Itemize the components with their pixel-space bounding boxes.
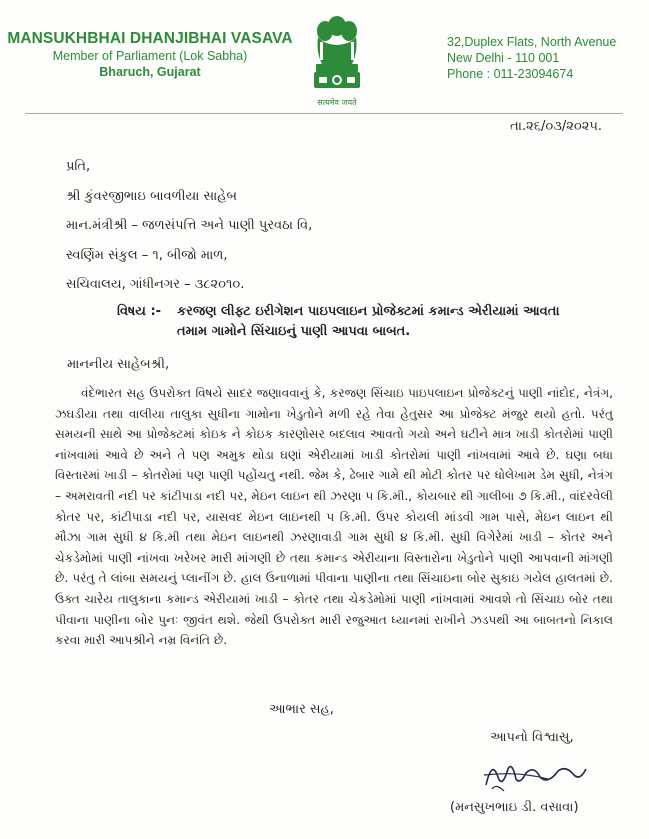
letter-body: વંદેભારત સહ ઉપરોક્ત વિષયે સાદર જણાવવાનું કે, કરજણ સિંચાઇ પાઇપલાઇન પ્રોજેક્ટનું પાણી નાંદોદ, નેત્રંગ, ઝઘડીયા તથા વાલીયા તાલુકા સુધીના ગામોના ખેડુતોને મળી રહે તેવા હેતુસર આ પ્રોજેક્ટ મંજુર થયો હતો. પરંતુ સમયની સાથે આ પ્રોજેક્ટમાં કોઇક ને કોઇક કારણોસર બદલાવ આવતો ગયો અને ઘટીને માત્ર ખાડી કોતરોમાં પાણી નાંખવામાં આવે છે અને તે પણ અમુક થોડા ઘણાં એરીયામાં ખાડી કોતરોમાં પાણી નાંખવામાં આવે છે. ઘણા બધા વિસ્તારમાં ખાડી – કોતરોમાં પણ પાણી પહોંચતુ નથી. જેમ કે, ઢેબાર ગામે થી મોટી કોતર પર ધોલેખામ ડેમ સુધી, નેત્રંગ – અમરાવતી નદી પર કાંટીપાડા નદી પર, મેઇન લાઇન થી ઝરણા ૫ કિ.મી., કોયબાર થી ગાલીબા ૭ કિ.મી., વાંદરવેલી કોતર પર, કાંટીપાડા નદી પર, યાસવદ મેઇન લાઇનથી ૫ કિ.મી. ઉપર કોયલી માંડવી ગામ પાસે, મેઇન લાઇન થી મૌઝા ગામ સુધી ૪ કિ.મી તથા મેઇન લાઇનથી ઝરણાવાડી ગામ સુધી ૪ કિ.મી. સુધી વિગેરેમાં ખાડી – કોતર અને ચેકડેમોમાં પાણી નાંખવા ખરેખર મારી માંગણી છે તથા કમાન્ડ એરીયાના વિસ્તારોના ખેડુતોને પાણી આપવાની માંગણી છે. પરંતુ તે લાંબા સમયનું પ્લાનીંગ છે. હાલ ઉનાળામાં પીવાના પાણીના તથા સિંચાઇના બોર સુકાઇ ગયેલ હાલતમાં છે. ઉક્ત ચારેય તાલુકાના કમાન્ડ એરીયામાં ખાડી – કોતર તથા ચેકડેમોમાં પાણી નાંખવામાં આવશે તો સિંચાઇ બોર તથા પીવાના પાણીના બોર પુનઃ જીવંત થશે. જેથી ઉપરોક્ત મારી રજુઆત ધ્યાનમાં રાખીને ઝડપથી આ બાબતનો નિકાલ કરવા મારી આપશ્રીને નમ્ર વિનંતિ છે. — [55, 386, 613, 648]
emblem-motto: सत्यमेव जयते — [317, 98, 357, 107]
recipient-name: શ્રી કુંવરજીભાઇ બાવળીયા સાહેબ — [66, 188, 237, 204]
mp-place: Bharuch, Gujarat — [99, 65, 201, 79]
address-line-2: New Delhi - 110 001 — [447, 51, 560, 65]
signer-name: (મનસુખભાઇ ડી. વસાવા) — [450, 800, 579, 815]
recipient-address-2: સચિવાલય, ગાંધીનગર – ૩૮૨૦૧૦. — [66, 277, 245, 292]
address-line-1: 32,Duplex Flats, North Avenue — [447, 35, 617, 49]
letterhead-right — [447, 34, 616, 82]
subject-label: વિષય :- — [117, 304, 162, 319]
letterhead-left — [0, 30, 300, 80]
salutation: માનનીય સાહેબશ્રી, — [67, 357, 170, 372]
recipient-title: માન.મંત્રીશ્રી – જળસંપત્તિ અને પાણી પુરવઠા વિ, — [66, 218, 313, 233]
phone-number: Phone : 011-23094674 — [447, 67, 574, 81]
closing: આભાર સહ, — [269, 702, 334, 717]
subject-line-1: કરજણ લીફ્ટ ઇરીગેશન પાઇપલાઇન પ્રોજેક્ટમાં કમાન્ડ એરીયામાં આવતા — [177, 304, 560, 319]
subject-block — [117, 302, 560, 342]
signature-icon — [478, 755, 590, 795]
yours-faithfully: આપનો વિશ્વાસુ, — [490, 730, 574, 745]
subject-line-2: તમામ ગામોને સિંચાઇનું પાણી આપવા બાબત. — [177, 324, 411, 339]
mp-designation: Member of Parliament (Lok Sabha) — [52, 49, 248, 63]
recipient-prati: પ્રતિ, — [66, 159, 91, 174]
recipient-address-1: સ્વર્ણિમ સંકુલ – ૧, બીજો માળ, — [66, 247, 228, 263]
letter-date: તા.૨૬/૦૩/૨૦૨૫. — [510, 119, 602, 134]
letterhead-divider — [25, 113, 623, 114]
national-emblem-icon — [306, 12, 368, 112]
mp-name: MANSUKHBHAI DHANJIBHAI VASAVA — [7, 30, 293, 47]
recipient-block — [66, 152, 312, 300]
